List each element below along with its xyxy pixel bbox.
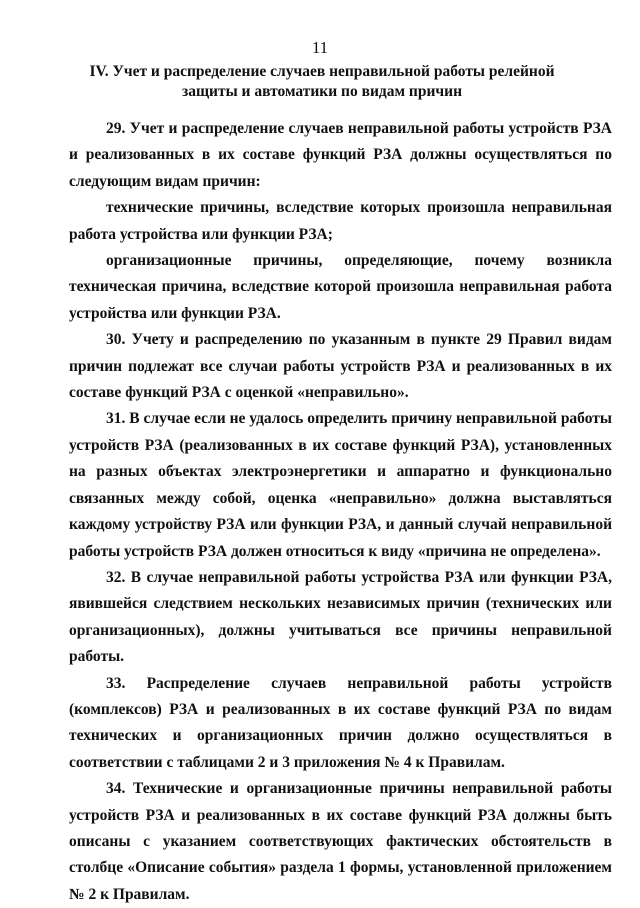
paragraph-34: 34. Технические и организационные причины неправильной работы устройств РЗА и реализованных в их составе функций РЗА должны быть описаны с указанием соответствующих фактических обстоятельств в столбце «Описание события» раздела 1 формы, установленной приложением № 2 к Правилам. [69, 780, 612, 903]
body-text [69, 116, 612, 908]
paragraph-33: 33. Распределение случаев неправильной работы устройств (комплексов) РЗА и реализованных в их составе функций РЗА по видам технических и организационных причин должно осуществляться в соответствии с таблицами 2 и 3 приложения № 4 к Правилам. [69, 674, 612, 771]
paragraph-30: 30. Учету и распределению по указанным в пункте 29 Правил видам причин подлежат все случаи работы устройств РЗА и реализованных в их составе функций РЗА с оценкой «неправильно». [69, 331, 612, 402]
paragraph-29: 29. Учет и распределение случаев неправильной работы устройств РЗА и реализованных в их составе функций РЗА должны осуществляться по следующим видам причин: [69, 120, 612, 190]
page-number: 11 [311, 38, 329, 57]
paragraph-technical-causes: технические причины, вследствие которых произошла неправильная работа устройства или функции РЗА; [69, 199, 612, 243]
paragraph-organizational-causes: организационные причины, определяющие, почему возникла техническая причина, вследствие которой произошла неправильная работа устройства или функции РЗА. [69, 252, 612, 322]
section-title: IV. Учет и распределение случаев неправильной работы релейной защиты и автоматики по видам причин [89, 63, 555, 100]
paragraph-32: 32. В случае неправильной работы устройства РЗА или функции РЗА, явившейся следствием нескольких независимых причин (технических или организационных), должны учитываться все причины неправильной работы. [69, 568, 612, 666]
paragraph-31: 31. В случае если не удалось определить причину неправильной работы устройств РЗА (реализованных в их составе функций РЗА), установленных на разных объектах электроэнергетики и аппаратно и функционально связанных между собой, оценка «неправильно» должна выставляться каждому устройству РЗА или функции РЗА, и данный случай неправильной работы устройств РЗА должен относиться к виду «причина не определена». [69, 410, 612, 560]
